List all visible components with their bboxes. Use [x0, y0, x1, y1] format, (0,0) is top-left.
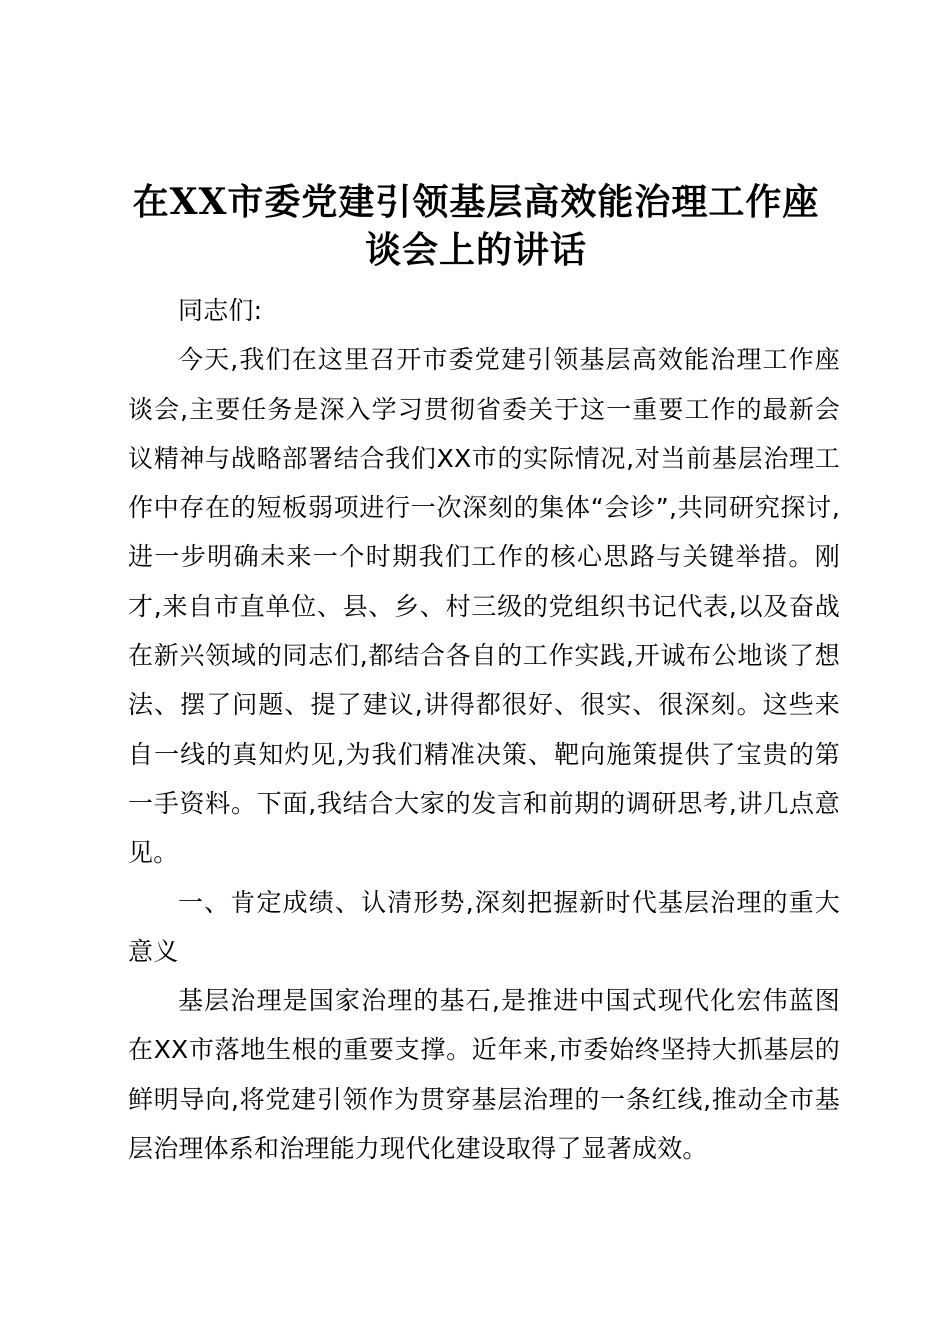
document-title: 在XX市委党建引领基层高效能治理工作座谈会上的讲话 [132, 181, 820, 271]
salutation: 同志们: [178, 296, 263, 325]
paragraph-opening: 今天,我们在这里召开市委党建引领基层高效能治理工作座谈会,主要任务是深入学习贯彻省委关于这一重要工作的最新会议精神与战略部署结合我们XX市的实际情况,对当前基层治理工作中存在的短板弱项进行一次深刻的集体“会诊”,共同研究探讨,进一步明确未来一个时期我们工作的核心思路与关键举措。刚才,来自市直单位、县、乡、村三级的党组织书记代表,以及奋战在新兴领域的同志们,都结合各自的工作实践,开诚布公地谈了想法、摆了问题、提了建议,讲得都很好、很实、很深刻。这些来自一线的真知灼见,为我们精准决策、靶向施策提供了宝贵的第一手资料。下面,我结合大家的发言和前期的调研思考,讲几点意见。 [128, 345, 840, 868]
document-body [128, 286, 840, 1173]
section-heading-1: 一、肯定成绩、认清形势,深刻把握新时代基层治理的重大意义 [128, 887, 840, 966]
paragraph-section-1: 基层治理是国家治理的基石,是推进中国式现代化宏伟蓝图在XX市落地生根的重要支撑。近年来,市委始终坚持大抓基层的鲜明导向,将党建引领作为贯穿基层治理的一条红线,推动全市基层治理体系和治理能力现代化建设取得了显著成效。 [128, 986, 840, 1164]
